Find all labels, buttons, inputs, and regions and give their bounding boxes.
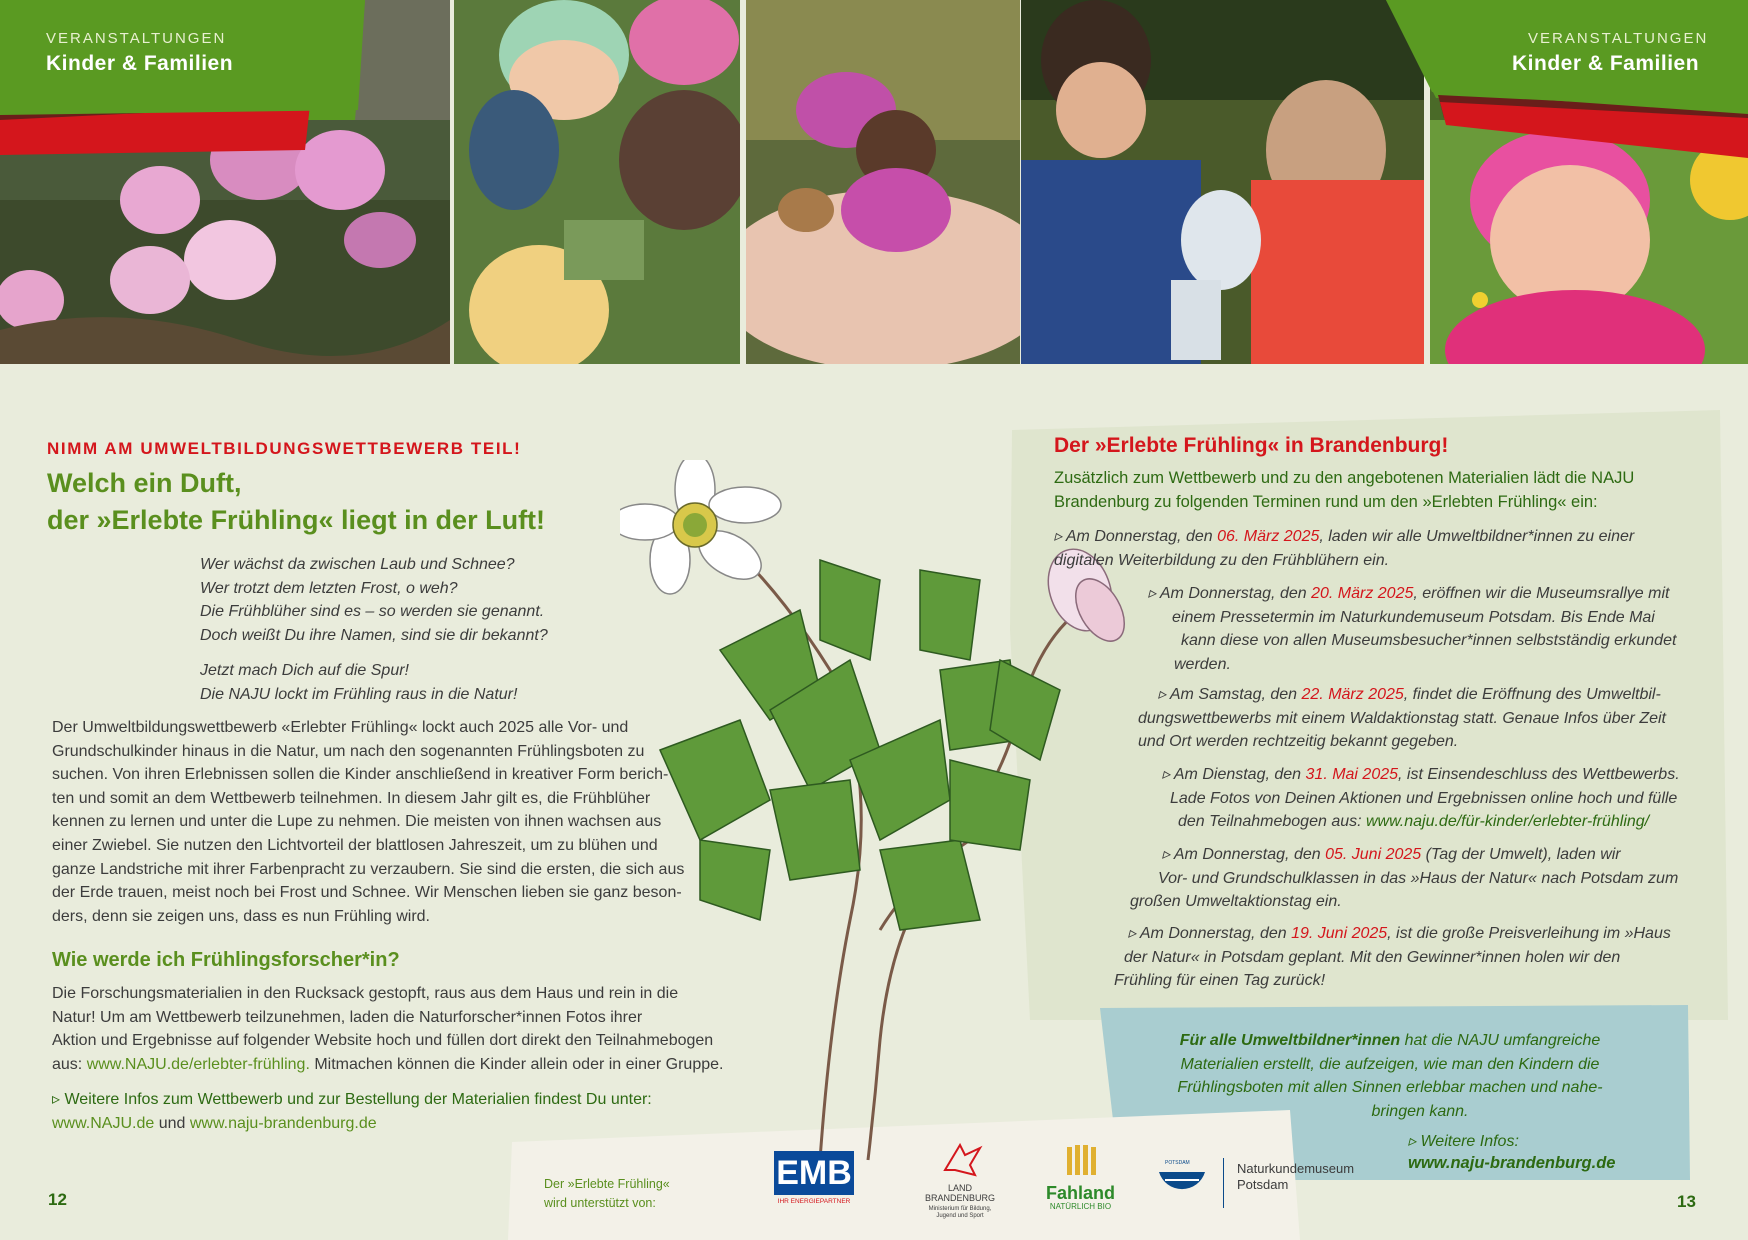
fahland-tagline: NATÜRLICH BIO	[1049, 1202, 1112, 1211]
event-date: 20. März 2025	[1311, 585, 1414, 602]
body-line: ganze Landstriche mit ihrer Farbenpracht zu verzaubern. Sie sind die ersten, die sich aus	[52, 860, 685, 878]
event-line	[1148, 582, 1676, 606]
emb-logo-mark: EMB	[774, 1151, 854, 1195]
box-line: Materialien erstellt, die aufzeigen, wie man den Kindern die	[1180, 1055, 1600, 1073]
event-line: dungswettbewerbs mit einem Waldaktionstag statt. Genaue Infos über Zeit	[1138, 709, 1666, 727]
event-text: den Teilnahmebogen aus:	[1178, 813, 1366, 830]
event-item	[1130, 843, 1678, 914]
naturkundemuseum-logo	[1155, 1158, 1365, 1208]
body-line: der Erde trauen, meist noch bei Frost und Schnee. Wir Menschen lieben sie ganz beson-	[52, 884, 682, 902]
left-body	[52, 716, 684, 928]
left-info	[52, 1088, 652, 1135]
event-text: , ist die große Preisverleihung im »Haus	[1387, 925, 1671, 942]
emb-tagline: IHR ENERGIEPARTNER	[777, 1198, 851, 1205]
event-item	[1138, 683, 1666, 754]
banner-shape-right	[1380, 0, 1748, 160]
umweltbildner-box	[1130, 1029, 1650, 1123]
land-brandenburg-logo	[920, 1140, 1000, 1220]
photo-kids-cap	[454, 0, 740, 364]
event-item	[1162, 763, 1680, 834]
event-text: (Tag der Umwelt), laden wir	[1421, 846, 1621, 863]
land-sub: Ministerium für Bildung,	[928, 1206, 992, 1212]
left-kicker: NIMM AM UMWELTBILDUNGSWETTBEWERB TEIL!	[47, 439, 522, 458]
event-line: der Natur« in Potsdam geplant. Mit den Gewinner*innen holen wir den	[1124, 948, 1621, 966]
event-text: , laden wir alle Umweltbildner*innen zu einer	[1319, 528, 1635, 545]
body-line: ders, denn sie zeigen uns, dass es nun Frühling wird.	[52, 907, 430, 925]
event-line: Lade Fotos von Deinen Aktionen und Ergebnissen online hoch und fülle	[1170, 789, 1678, 807]
event-item	[1114, 922, 1671, 993]
fahland-name: Fahland	[1045, 1183, 1115, 1203]
left-headline-1: Welch ein Duft,	[47, 468, 242, 498]
land-line: BRANDENBURG	[924, 1193, 995, 1203]
poem-line: Wer wächst da zwischen Laub und Schnee?	[200, 556, 515, 573]
poem-line: Wer trotzt dem letzten Frost, o weh?	[200, 579, 458, 597]
event-line	[1130, 843, 1678, 867]
box-line	[1130, 1029, 1650, 1053]
intro-line: Zusätzlich zum Wettbewerb und zu den angebotenen Materialien lädt die NAJU	[1054, 469, 1635, 487]
poem-line: Doch weißt Du ihre Namen, sind sie dir bekannt?	[200, 626, 548, 644]
event-line	[1138, 683, 1666, 707]
naju-brandenburg-link[interactable]: www.naju-brandenburg.de	[189, 1114, 377, 1132]
erlebter-fruehling-link[interactable]: www.NAJU.de/erlebter-frühling.	[86, 1055, 310, 1073]
info-and: und	[154, 1114, 190, 1132]
body-line	[52, 1053, 723, 1077]
caption-line: wird unterstützt von:	[544, 1196, 656, 1210]
poem-line: Jetzt mach Dich auf die Spur!	[200, 662, 409, 679]
caption-line: Der »Erlebte Frühling«	[544, 1177, 670, 1191]
event-bullet-text: ▹ Am Samstag, den	[1158, 686, 1302, 703]
land-line: LAND	[947, 1183, 972, 1193]
banner-shape-left	[0, 0, 380, 160]
event-line	[1162, 810, 1680, 834]
body-line: suchen. Von ihren Erlebnissen sollen die Kinder anschließend in kreativer Form berich-	[52, 766, 669, 784]
banner-title: Kinder & Familien	[46, 52, 234, 75]
photo-boys-jug	[1021, 0, 1424, 364]
body-text: Mitmachen können die Kinder allein oder in einer Gruppe.	[309, 1055, 724, 1073]
page-number-left: 12	[48, 1190, 67, 1209]
event-item	[1054, 525, 1634, 572]
eagle-icon	[935, 1140, 985, 1178]
banner-right	[1380, 0, 1748, 150]
banner-kicker: VERANSTALTUNGEN	[46, 30, 227, 47]
body-line: ten und somit an dem Wettbewerb teilnehmen. In diesem Jahr gilt es, die Frühblüher	[52, 789, 651, 807]
banner-title-right: Kinder & Familien	[1512, 52, 1700, 75]
wheat-icon	[1061, 1143, 1101, 1179]
body-line: einer Zwiebel. Sie nutzen den Lichtvorteil der blattlosen Jahreszeit, um zu blühen und	[52, 836, 658, 854]
box-link[interactable]: www.naju-brandenburg.de	[1408, 1154, 1616, 1172]
naju-link[interactable]: www.NAJU.de	[52, 1114, 155, 1132]
museum-name: Naturkundemuseum	[1237, 1161, 1355, 1176]
event-text: , ist Einsendeschluss des Wettbewerbs.	[1398, 766, 1680, 783]
event-line: digitalen Weiterbildung zu den Frühblühern ein.	[1054, 551, 1390, 569]
white-anemone-flower	[620, 460, 781, 594]
event-bullet-text: ▹ Am Donnerstag, den	[1162, 846, 1326, 863]
event-bullet-text: ▹ Am Dienstag, den	[1162, 766, 1306, 783]
event-text: , eröffnen wir die Museumsrallye mit	[1413, 585, 1670, 602]
box-info: ▹ Weitere Infos:	[1408, 1133, 1519, 1150]
event-line: einem Pressetermin im Naturkundemuseum Potsdam. Bis Ende Mai	[1172, 608, 1655, 626]
event-bullet-text: ▹ Am Donnerstag, den	[1054, 528, 1218, 545]
box-text: hat die NAJU umfangreiche	[1400, 1032, 1601, 1049]
body-line: Aktion und Ergebnisse auf folgender Website hoch und füllen dort direkt den Teilnahmebogen	[52, 1032, 714, 1050]
poem-line: Die Frühblüher sind es – so werden sie genannt.	[200, 603, 545, 620]
fahland-logo	[1038, 1143, 1123, 1211]
body-line: Grundschulkinder hinaus in die Natur, um nach den sogenannten Frühlingsboten zu	[52, 742, 645, 760]
body-line: Der Umweltbildungswettbewerb «Erlebter Frühling« lockt auch 2025 alle Vor- und	[52, 719, 629, 736]
event-line	[1114, 922, 1671, 946]
right-headline: Der »Erlebte Frühling« in Brandenburg!	[1054, 434, 1449, 457]
event-date: 22. März 2025	[1301, 686, 1404, 703]
body-line: kennen zu lernen und unter die Lupe zu nehmen. Die meisten von ihnen wachsen aus	[52, 813, 662, 831]
poem-line: Die NAJU lockt im Frühling raus in die Natur!	[200, 685, 518, 703]
box-line: Frühlingsboten mit allen Sinnen erlebbar machen und nahe-	[1177, 1079, 1603, 1096]
event-date: 19. Juni 2025	[1291, 925, 1388, 942]
photo-hand-flower	[746, 0, 1020, 364]
event-line: Vor- und Grundschulklassen in das »Haus der Natur« nach Potsdam zum	[1158, 869, 1679, 887]
event-bullet-text: ▹ Am Donnerstag, den	[1148, 585, 1312, 602]
banner-left	[0, 0, 340, 150]
left-subhead: Wie werde ich Frühlingsforscher*in?	[52, 949, 400, 971]
body-text: aus:	[52, 1055, 87, 1073]
left-body-2	[52, 982, 723, 1076]
info-line: ▹ Weitere Infos zum Wettbewerb und zur Bestellung der Materialien findest Du unter:	[52, 1091, 652, 1108]
sponsor-caption	[544, 1175, 670, 1213]
teilnahmebogen-link[interactable]: www.naju.de/für-kinder/erlebter-frühling/	[1366, 813, 1650, 830]
emb-logo	[774, 1151, 854, 1205]
event-line: werden.	[1174, 655, 1231, 673]
right-intro	[1054, 467, 1634, 514]
info-links	[52, 1112, 652, 1136]
event-text: , findet die Eröffnung des Umweltbil-	[1403, 686, 1661, 703]
event-line: Frühling für einen Tag zurück!	[1114, 972, 1326, 989]
event-bullet-text: ▹ Am Donnerstag, den	[1128, 925, 1292, 942]
intro-line: Brandenburg zu folgenden Terminen rund um den »Erlebten Frühling« ein:	[1054, 492, 1598, 511]
event-date: 05. Juni 2025	[1325, 846, 1422, 863]
event-item	[1148, 582, 1676, 676]
poem	[200, 553, 548, 706]
event-line: kann diese von allen Museumsbesucher*innen selbstständig erkundet	[1181, 632, 1677, 649]
potsdam-small: POTSDAM	[1165, 1160, 1190, 1166]
event-line	[1054, 525, 1634, 549]
museum-city: Potsdam	[1237, 1177, 1289, 1192]
event-line	[1162, 763, 1680, 787]
body-line: Die Forschungsmaterialien in den Rucksack gestopft, raus aus dem Haus und rein in die	[52, 985, 679, 1002]
event-line: großen Umweltaktionstag ein.	[1130, 893, 1342, 910]
event-line: und Ort werden rechtzeitig bekannt gegeben.	[1138, 733, 1459, 750]
land-sub: Jugend und Sport	[936, 1213, 984, 1219]
box-bold: Für alle Umweltbildner*innen	[1179, 1032, 1401, 1049]
event-date: 31. Mai 2025	[1305, 766, 1399, 783]
event-date: 06. März 2025	[1217, 528, 1320, 545]
left-headline-2: der »Erlebte Frühling« liegt in der Luft!	[47, 505, 546, 535]
logo-divider	[1223, 1158, 1224, 1208]
page-number-right: 13	[1677, 1192, 1696, 1211]
box-line: bringen kann.	[1371, 1102, 1469, 1120]
body-line: Natur! Um am Wettbewerb teilzunehmen, laden die Naturforscher*innen Fotos ihrer	[52, 1008, 643, 1026]
banner-kicker-right: VERANSTALTUNGEN	[1528, 30, 1709, 47]
